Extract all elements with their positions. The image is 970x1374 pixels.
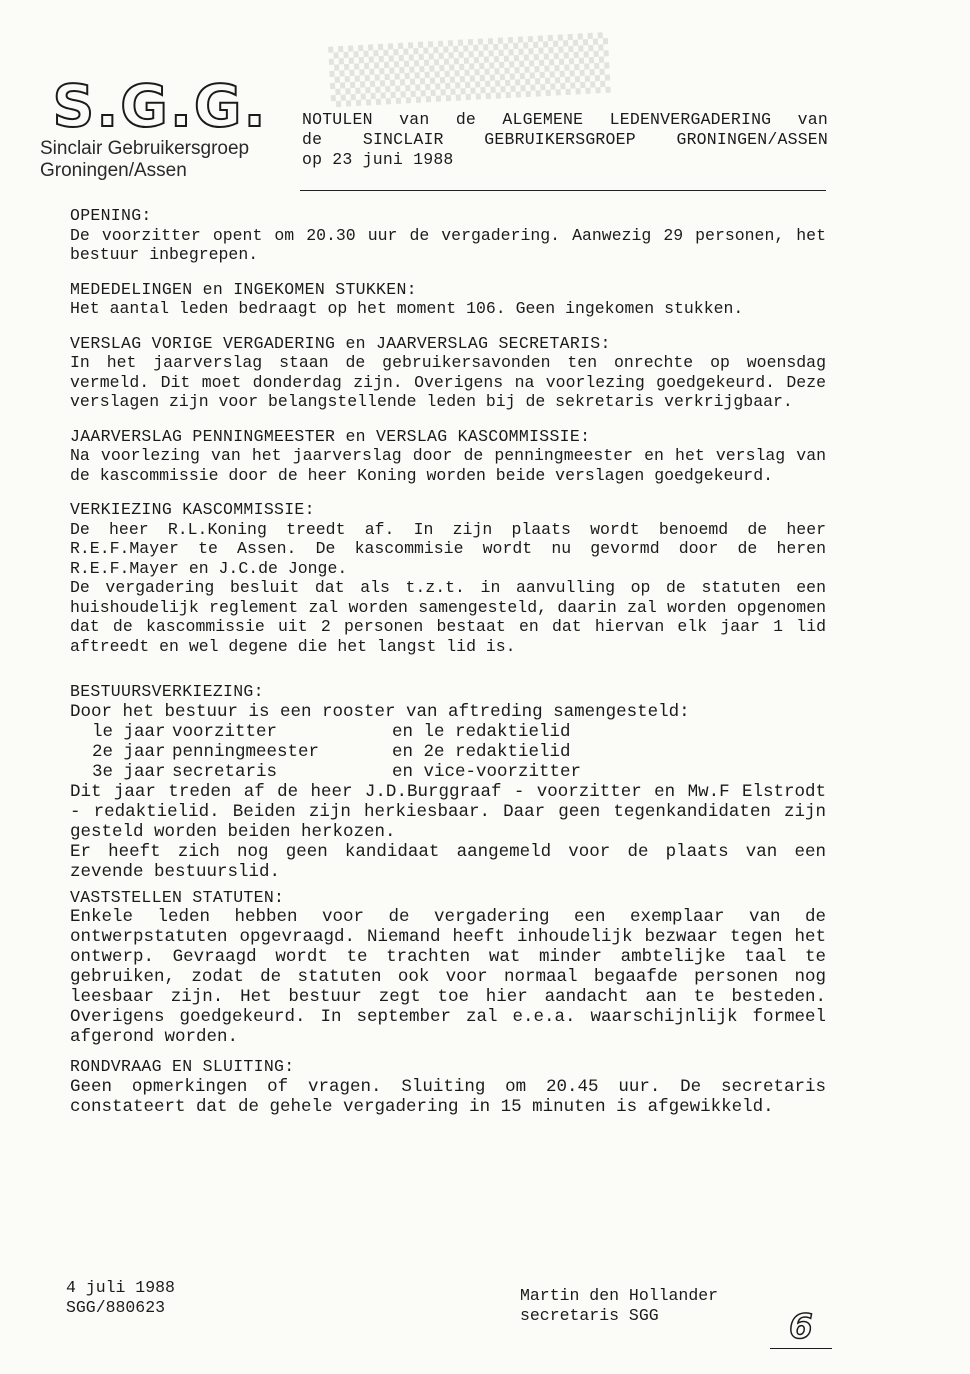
section-text: Het aantal leden bedraagt op het moment 106. Geen ingekomen stukken. bbox=[70, 299, 744, 318]
section-text: Na voorlezing van het jaarverslag door de penningmeester en het verslag van de kascommissie door de heer Koning worden beide verslagen goedgekeurd. bbox=[70, 446, 826, 485]
roster-row bbox=[92, 762, 826, 782]
section-intro: Door het bestuur is een rooster van aftreding samengesteld: bbox=[70, 701, 690, 722]
roster-year: le jaar bbox=[92, 721, 166, 742]
show-through-mark: ▒▒▒▒▒▒▒ bbox=[328, 33, 611, 108]
section-heading: MEDEDELINGEN en INGEKOMEN STUKKEN: bbox=[70, 279, 417, 299]
roster-other: en 2e redaktielid bbox=[392, 741, 571, 762]
header-line3: op 23 juni 1988 bbox=[302, 150, 454, 169]
section-heading: OPENING: bbox=[70, 206, 152, 225]
sgg-logo bbox=[40, 74, 280, 182]
minutes-body bbox=[70, 206, 826, 1132]
roster-role: penningmeester bbox=[172, 741, 320, 762]
roster-other: en vice-voorzitter bbox=[392, 761, 582, 782]
signature-block bbox=[520, 1286, 718, 1326]
roster-year: 2e jaar bbox=[92, 741, 166, 762]
section-text: De vergadering besluit dat als t.z.t. in aanvulling op de statuten een huishoudelijk reglement zal worden samengesteld, daarin zal worden opgenomen dat de kascommissie uit 2 personen bestaat en dat hiervan elk jaar 1 lid aftreedt en wel degene die het langst lid is. bbox=[70, 578, 826, 656]
document-footer bbox=[66, 1278, 175, 1318]
roster-other: en le redaktielid bbox=[392, 721, 571, 742]
section-mededelingen bbox=[70, 280, 826, 319]
section-text: De heer R.L.Koning treedt af. In zijn plaats wordt benoemd de heer R.E.F.Mayer te Assen. De kascommisie wordt nu gevormd door de heren R.E.F.Mayer en J.C.de Jonge. bbox=[70, 519, 826, 578]
section-heading: VERSLAG VORIGE VERGADERING en JAARVERSLAG SECRETARIS: bbox=[70, 333, 611, 353]
section-text: In het jaarverslag staan de gebruikersavonden ten onrechte op woensdag vermeld. Dit moet donderdag zijn. Overigens na voorlezing goedgekeurd. Deze verslagen zijn voor belangstellende leden bij de sekretaris verkrijgbaar. bbox=[70, 353, 826, 411]
section-penningmeester bbox=[70, 427, 826, 486]
section-verslag bbox=[70, 334, 826, 412]
signer-title: secretaris SGG bbox=[520, 1306, 659, 1325]
logo-org-line1: Sinclair Gebruikersgroep bbox=[40, 138, 250, 159]
roster-role: voorzitter bbox=[172, 721, 278, 742]
roster-role: secretaris bbox=[172, 761, 278, 782]
section-text: Geen opmerkingen of vragen. Sluiting om 20.45 uur. De secretaris constateert dat de gehele vergadering in 15 minuten is afgewikkeld. bbox=[70, 1076, 826, 1117]
roster-row bbox=[92, 722, 826, 742]
section-bestuursverkiezing bbox=[70, 682, 826, 882]
header-line1: NOTULEN van de ALGEMENE LEDENVERGADERING van bbox=[302, 110, 828, 129]
section-kascommissie bbox=[70, 500, 826, 656]
section-text: De voorzitter opent om 20.30 uur de vergadering. Aanwezig 29 personen, het bestuur inbegrepen. bbox=[70, 225, 826, 264]
section-heading: RONDVRAAG EN SLUITING: bbox=[70, 1057, 295, 1076]
section-text: Dit jaar treden af de heer J.D.Burggraaf - voorzitter en Mw.F Elstrodt - redaktielid. Beiden zijn herkiesbaar. Daar geen tegenkandidaten zijn gesteld worden beiden herkozen. bbox=[70, 781, 826, 842]
logo-mark: S.G.G. bbox=[52, 72, 268, 140]
footer-date: 4 juli 1988 bbox=[66, 1278, 175, 1297]
logo-org-line2: Groningen/Assen bbox=[40, 160, 187, 181]
signer-name: Martin den Hollander bbox=[520, 1286, 719, 1305]
section-statuten bbox=[70, 888, 826, 1048]
section-text: Enkele leden hebben voor de vergadering een exemplaar van de ontwerpstatuten opgevraagd. Niemand heeft inhoudelijk bezwaar tegen het ontwerp. Gevraagd wordt te trachten wat minder ambtelijke taal te gebruiken, zodat de statuten ook voor normaal begaafde personen nog leesbaar zijn. Het bestuur zegt toe hier aandacht aan te besteden. Overigens goedgekeurd. In september zal e.e.a. waarschijnlijk formeel afgerond worden. bbox=[70, 907, 826, 1047]
header-line2: de SINCLAIR GEBRUIKERSGROEP GRONINGEN/ASSEN bbox=[302, 130, 828, 149]
section-heading: VASTSTELLEN STATUTEN: bbox=[70, 887, 285, 907]
page-number: 6 bbox=[770, 1306, 832, 1349]
section-rondvraag bbox=[70, 1057, 826, 1117]
roster-row bbox=[92, 742, 826, 762]
section-opening bbox=[70, 206, 826, 265]
section-heading: VERKIEZING KASCOMMISSIE: bbox=[70, 500, 315, 519]
section-text: Er heeft zich nog geen kandidaat aangemeld voor de plaats van een zevende bestuurslid. bbox=[70, 841, 826, 882]
document-header bbox=[302, 110, 828, 170]
footer-reference: SGG/880623 bbox=[66, 1298, 166, 1317]
roster-year: 3e jaar bbox=[92, 761, 166, 782]
rotation-roster bbox=[92, 722, 826, 782]
header-rule bbox=[300, 190, 826, 191]
section-heading: JAARVERSLAG PENNINGMEESTER en VERSLAG KASCOMMISSIE: bbox=[70, 426, 591, 446]
section-heading: BESTUURSVERKIEZING: bbox=[70, 682, 264, 701]
